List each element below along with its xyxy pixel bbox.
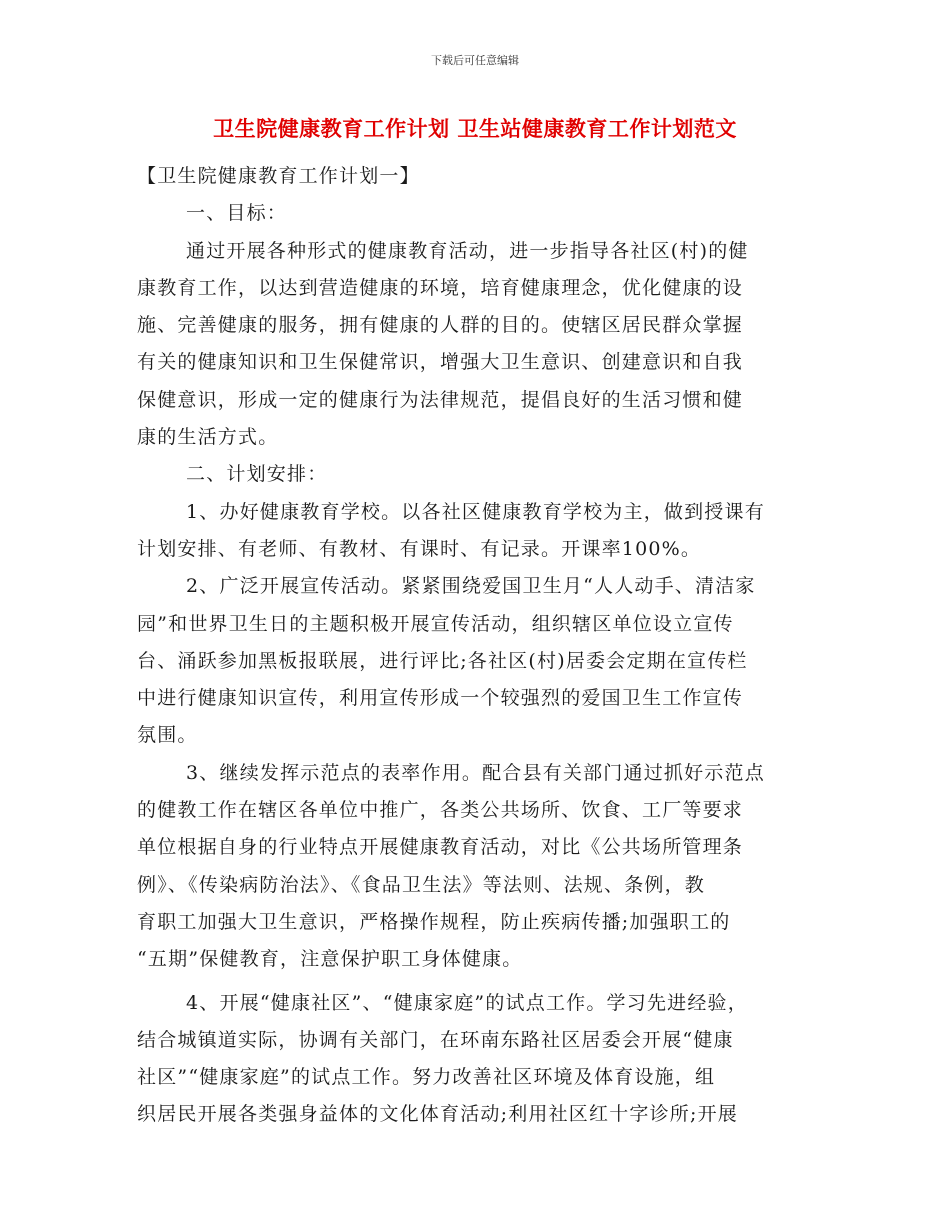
paragraph-line: 2、广泛开展宣传活动。紧紧围绕爱国卫生月“人人动手、清洁家 (186, 575, 756, 598)
paragraph-line: 康的生活方式。 (137, 426, 279, 449)
paragraph-line: 通过开展各种形式的健康教育活动，进一步指导各社区(村)的健 (186, 239, 749, 262)
paragraph-line: 单位根据自身的行业特点开展健康教育活动，对比《公共场所管理条 (137, 836, 744, 859)
paragraph-line: 园”和世界卫生日的主题积极开展宣传活动，组织辖区单位设立宣传 (137, 612, 734, 635)
paragraph-line: “五期”保健教育，注意保护职工身体健康。 (137, 948, 523, 971)
paragraph-line: 有关的健康知识和卫生保健常识，增强大卫生意识、创建意识和自我 (137, 351, 744, 374)
paragraph-line: 台、涌跃参加黑板报联展，进行评比;各社区(村)居委会定期在宣传栏 (137, 649, 748, 672)
paragraph-line: 4、开展“健康社区”、“健康家庭”的试点工作。学习先进经验， (186, 991, 748, 1014)
paragraph-line: 社区”“健康家庭”的试点工作。努力改善社区环境及体育设施，组 (137, 1066, 716, 1089)
page-header-note: 下载后可任意编辑 (431, 54, 519, 67)
paragraph-line: 保健意识，形成一定的健康行为法律规范，提倡良好的生活习惯和健 (137, 388, 744, 411)
paragraph-line: 的健教工作在辖区各单位中推广，各类公共场所、饮食、工厂等要求 (137, 799, 744, 822)
section-heading-schedule: 二、计划安排： (186, 463, 328, 486)
paragraph-line: 织居民开展各类强身益体的文化体育活动;利用社区红十字诊所;开展 (137, 1103, 739, 1126)
section-heading-plan-one: 【卫生院健康教育工作计划一】 (137, 165, 420, 187)
paragraph-line: 施、完善健康的服务，拥有健康的人群的目的。使辖区居民群众掌握 (137, 314, 744, 337)
document-body (137, 158, 817, 1134)
document-title: 卫生院健康教育工作计划 卫生站健康教育工作计划范文 (213, 117, 737, 141)
paragraph-line: 结合城镇道实际，协调有关部门，在环南东路社区居委会开展“健康 (137, 1028, 734, 1051)
paragraph-line: 例》、《传染病防治法》、《食品卫生法》等法则、法规、条例，教 (137, 873, 706, 896)
paragraph-line: 3、继续发挥示范点的表率作用。配合县有关部门通过抓好示范点 (186, 761, 765, 784)
paragraph-line: 1、办好健康教育学校。以各社区健康教育学校为主，做到授课有 (186, 500, 765, 523)
section-heading-goals: 一、目标： (186, 202, 288, 225)
paragraph-line: 计划安排、有老师、有教材、有课时、有记录。开课率100%。 (137, 537, 702, 560)
paragraph-line: 中进行健康知识宣传，利用宣传形成一个较强烈的爱国卫生工作宣传 (137, 687, 744, 710)
paragraph-line: 育职工加强大卫生意识，严格操作规程，防止疾病传播;加强职工的 (137, 910, 731, 933)
paragraph-line: 氛围。 (137, 724, 198, 747)
paragraph-line: 康教育工作，以达到营造健康的环境，培育健康理念，优化健康的设 (137, 276, 744, 299)
